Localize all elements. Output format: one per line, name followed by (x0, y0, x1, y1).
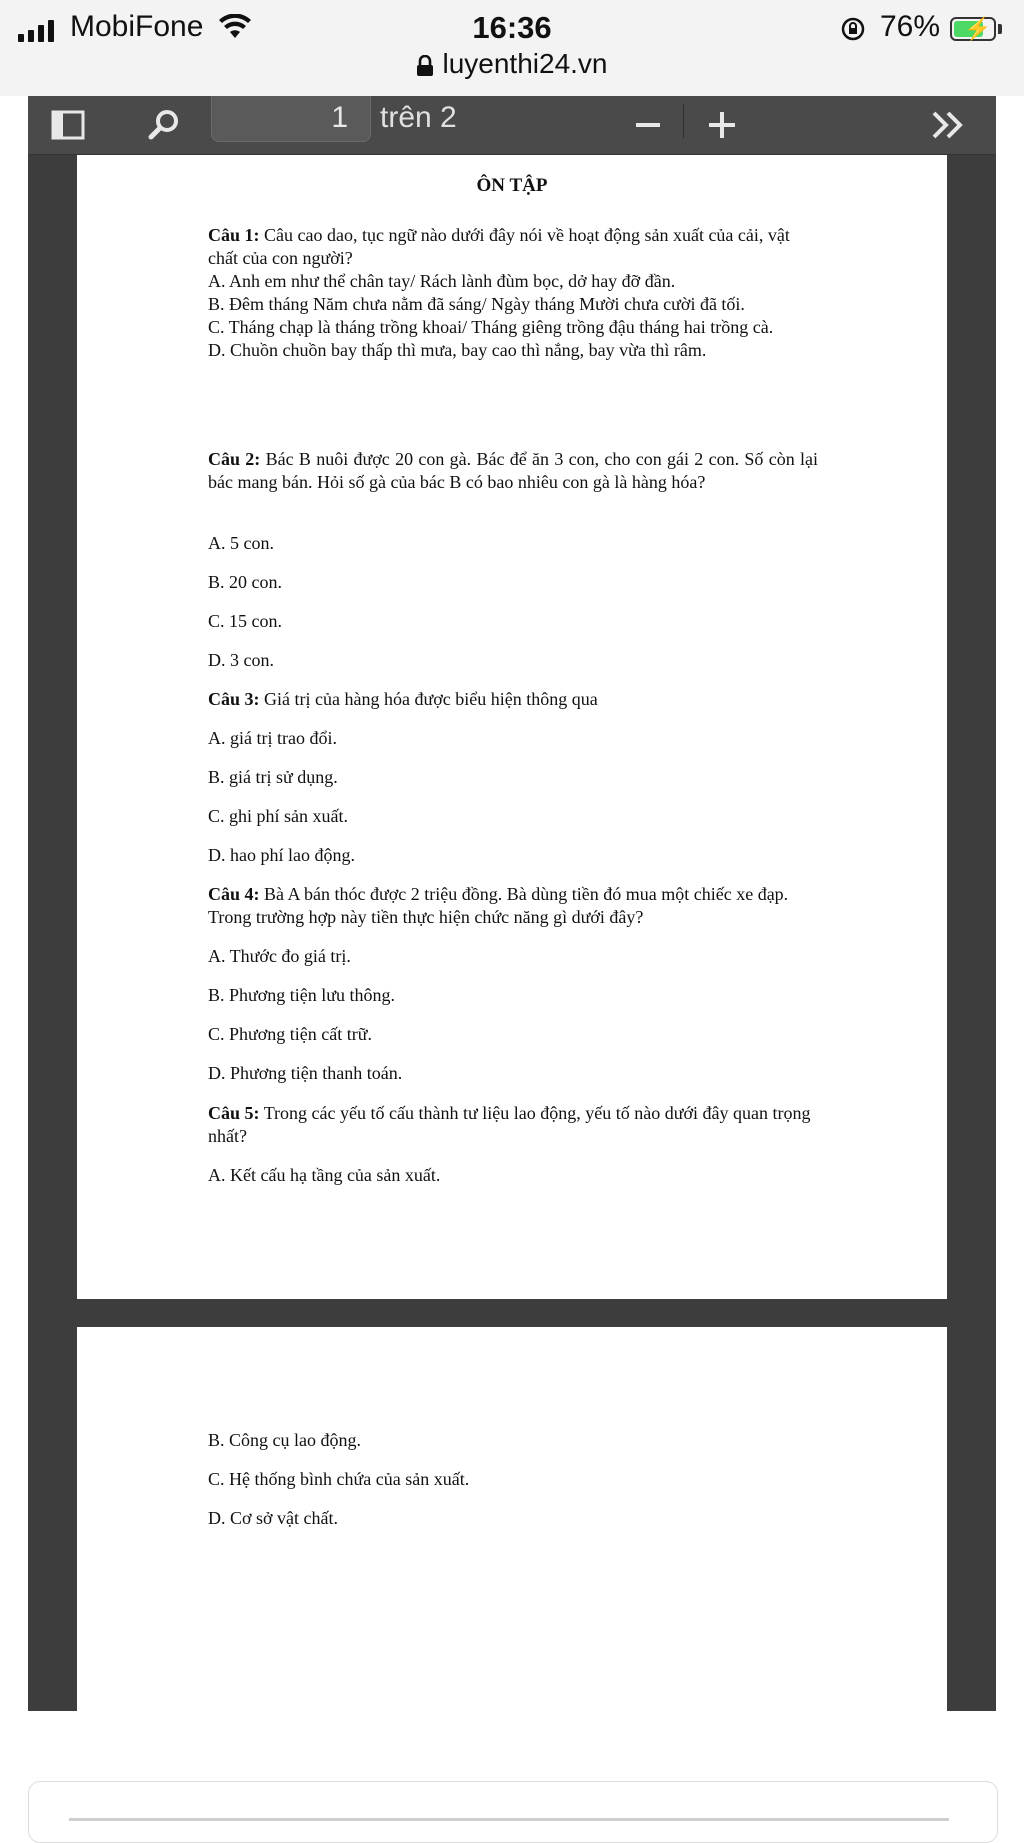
option-b: B. giá trị sử dụng. (208, 767, 338, 787)
question-4 (208, 883, 818, 1101)
page-number-input[interactable]: 1 (211, 96, 371, 142)
battery-percent: 76% (880, 10, 941, 43)
option-b: B. Phương tiện lưu thông. (208, 985, 396, 1005)
question-1 (208, 224, 818, 362)
option-a: A. Anh em như thể chân tay/ Rách lành đùm bọc, dở hay đỡ đần. (208, 271, 676, 291)
question-label: Câu 3: (208, 689, 260, 709)
question-text: Bà A bán thóc được 2 triệu đồng. Bà dùng tiền đó mua một chiếc xe đạp. Trong trường hợp này tiền thực hiện chức năng gì dưới đây? (208, 884, 789, 927)
option-d: D. Cơ sở vật chất. (208, 1508, 339, 1528)
padlock-icon (416, 55, 434, 77)
search-button[interactable] (142, 96, 186, 154)
carrier-name: MobiFone (70, 10, 204, 43)
option-c: C. Phương tiện cất trữ. (208, 1024, 373, 1044)
page-total-label: trên 2 (380, 101, 457, 134)
zoom-out-button[interactable] (626, 96, 670, 154)
question-text: Giá trị của hàng hóa được biểu hiện thông qua (259, 689, 598, 709)
option-b: B. Đêm tháng Năm chưa nằm đã sáng/ Ngày tháng Mười chưa cười đã tối. (208, 294, 745, 314)
option-a: A. Thước đo giá trị. (208, 946, 351, 966)
question-text: Bác B nuôi được 20 con gà. Bác để ăn 3 con, cho con gái 2 con. Số còn lại bác mang bán. Hỏi số gà của bác B có bao nhiêu con gà là hàng hóa? (208, 449, 818, 492)
battery-icon: ⚡ (950, 17, 996, 41)
next-button[interactable] (926, 96, 970, 154)
question-2 (208, 448, 818, 494)
bottom-panel (28, 1781, 998, 1843)
option-d: D. Chuồn chuồn bay thấp thì mưa, bay cao thì nắng, bay vừa thì râm. (208, 340, 707, 360)
option-d: D. hao phí lao động. (208, 845, 355, 865)
option-d: D. Phương tiện thanh toán. (208, 1063, 403, 1083)
pdf-page-1 (77, 155, 947, 1299)
question-text: Trong các yếu tố cấu thành tư liệu lao động, yếu tố nào dưới đây quan trọng nhất? (208, 1103, 811, 1146)
question-label: Câu 1: (208, 225, 260, 245)
question-label: Câu 2: (208, 449, 261, 469)
battery-nub (998, 24, 1002, 34)
question-text: Câu cao dao, tục ngữ nào dưới đây nói về hoạt động sản xuất của cải, vật chất của con người? (208, 225, 790, 268)
option-c: C. ghi phí sản xuất. (208, 806, 348, 826)
question-label: Câu 4: (208, 884, 260, 904)
clock: 16:36 (472, 10, 552, 45)
option-b: B. Công cụ lao động. (208, 1430, 361, 1450)
next-icon (930, 110, 966, 140)
toolbar-divider (683, 104, 684, 138)
option-d: D. 3 con. (208, 650, 274, 670)
option-c: C. Tháng chạp là tháng trồng khoai/ Tháng giêng trồng đậu tháng hai trồng cà. (208, 317, 774, 337)
zoom-in-button[interactable] (700, 96, 744, 154)
rotation-lock-icon (840, 16, 866, 42)
question-3 (208, 688, 818, 883)
pdf-toolbar (28, 96, 996, 155)
sidebar-toggle-button[interactable] (48, 96, 88, 154)
question-5-continued (208, 1429, 818, 1546)
url-text: luyenthi24.vn (442, 48, 608, 79)
option-b: B. 20 con. (208, 572, 282, 592)
option-a: A. Kết cấu hạ tầng của sản xuất. (208, 1165, 441, 1185)
pdf-page-2 (77, 1327, 947, 1711)
option-c: C. 15 con. (208, 611, 282, 631)
sidebar-icon (51, 110, 85, 140)
question-2-options (208, 532, 818, 688)
address-bar[interactable] (0, 48, 1024, 88)
option-c: C. Hệ thống bình chứa của sản xuất. (208, 1469, 470, 1489)
zoom-out-icon (634, 111, 662, 139)
pdf-viewer (28, 96, 996, 1711)
status-bar (0, 0, 1024, 96)
zoom-in-icon (707, 110, 737, 140)
search-icon (148, 109, 180, 141)
question-label: Câu 5: (208, 1103, 260, 1123)
option-a: A. 5 con. (208, 533, 274, 553)
document-title: ÔN TẬP (476, 175, 548, 196)
option-a: A. giá trị trao đổi. (208, 728, 337, 748)
question-5 (208, 1102, 818, 1187)
